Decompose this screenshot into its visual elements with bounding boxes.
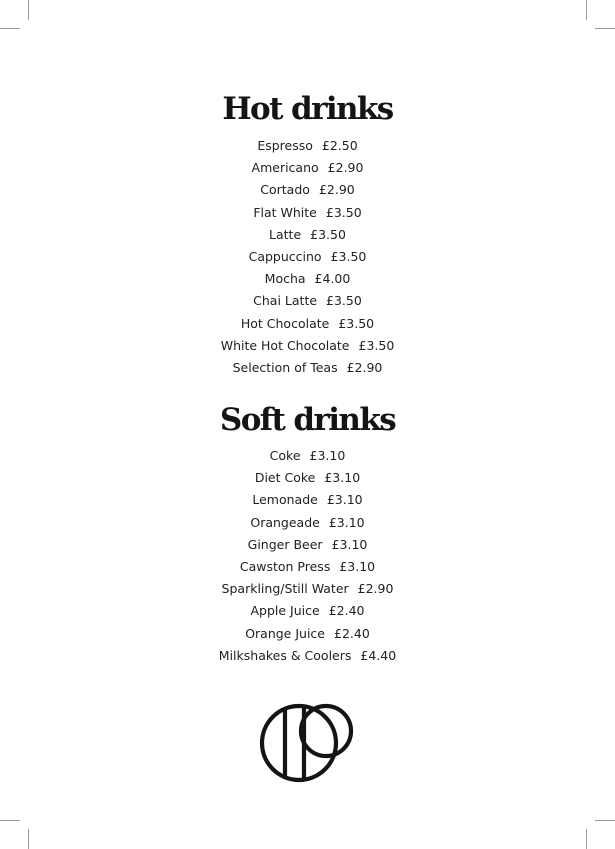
menu-item (0, 313, 615, 335)
menu-item-name: Coke (269, 448, 301, 463)
crop-mark-top-left-vertical (28, 0, 29, 20)
menu-item-price: £2.90 (318, 182, 355, 198)
menu-item (0, 268, 615, 290)
crop-mark-bottom-right-vertical (586, 829, 587, 849)
menu-item-price: £3.10 (326, 492, 363, 508)
menu-item-price: £2.90 (327, 160, 364, 176)
menu-item-price: £3.10 (339, 558, 376, 574)
menu-item (0, 157, 615, 179)
menu-item (0, 645, 615, 667)
menu-item-price: £2.90 (346, 359, 383, 375)
menu-item (0, 623, 615, 645)
menu-item-name: Latte (269, 226, 302, 242)
menu-item-name: White Hot Chocolate (220, 337, 350, 353)
menu-item-name: Apple Juice (250, 603, 320, 619)
menu-item-name: Flat White (253, 204, 317, 220)
menu-item (0, 489, 615, 511)
crop-mark-bottom-left-vertical (28, 829, 29, 849)
menu-item-name: Hot Chocolate (240, 315, 330, 331)
crop-mark-top-right-horizontal (595, 28, 615, 29)
soft-drinks-list (0, 445, 615, 667)
menu-item (0, 290, 615, 312)
menu-item-price: £2.40 (334, 625, 370, 641)
menu-item-price: £3.10 (328, 514, 365, 530)
menu-item (0, 445, 615, 467)
menu-item-name: Espresso (257, 138, 313, 153)
menu-item-name: Cortado (260, 182, 310, 198)
menu-item-price: £3.50 (325, 204, 362, 220)
brand-logo-icon (259, 701, 355, 785)
menu-item (0, 246, 615, 268)
soft-drinks-section (0, 401, 615, 667)
crop-mark-bottom-right-horizontal (595, 820, 615, 821)
menu-item-name: Sparkling/Still Water (221, 581, 349, 597)
menu-item-price: £4.00 (314, 271, 351, 287)
menu-item-price: £3.10 (309, 448, 346, 463)
menu-item-name: Orangeade (250, 514, 320, 530)
menu-item-name: Ginger Beer (247, 536, 323, 552)
menu-item-price: £2.90 (357, 581, 394, 597)
soft-drinks-title: Soft drinks (219, 402, 396, 438)
hot-drinks-title: Hot drinks (222, 91, 393, 127)
menu-item (0, 467, 615, 489)
menu-item-price: £2.40 (328, 603, 365, 619)
menu-item-price: £3.50 (310, 226, 346, 242)
menu-item-price: £3.50 (358, 337, 395, 353)
menu-item-price: £4.40 (360, 647, 397, 663)
menu-item (0, 556, 615, 578)
menu-item-name: Cappuccino (248, 248, 322, 264)
menu-item-name: Diet Coke (254, 470, 316, 486)
hot-drinks-list (0, 135, 615, 379)
menu-item-name: Milkshakes & Coolers (218, 647, 352, 663)
menu-item-name: Americano (251, 160, 319, 176)
menu-item-name: Cawston Press (239, 558, 331, 574)
menu-item (0, 179, 615, 201)
menu-item-name: Lemonade (252, 492, 318, 508)
menu-item-price: £3.50 (326, 293, 362, 309)
crop-mark-top-right-vertical (586, 0, 587, 20)
menu-item-name: Selection of Teas (232, 359, 338, 375)
menu-item (0, 202, 615, 224)
menu-item-price: £2.50 (321, 138, 358, 153)
menu-item-price: £3.50 (330, 248, 367, 264)
menu-item (0, 512, 615, 534)
menu-item (0, 224, 615, 246)
menu-item (0, 600, 615, 622)
menu-item-name: Orange Juice (245, 625, 325, 641)
menu-item (0, 534, 615, 556)
menu-item-price: £3.10 (331, 536, 368, 552)
hot-drinks-section (0, 90, 615, 379)
crop-mark-bottom-left-horizontal (0, 820, 20, 821)
menu-item-name: Chai Latte (253, 293, 318, 309)
menu-item-price: £3.50 (338, 315, 375, 331)
menu-item (0, 135, 615, 157)
menu-item (0, 335, 615, 357)
menu-item (0, 578, 615, 600)
crop-mark-top-left-horizontal (0, 28, 20, 29)
menu-item-price: £3.10 (324, 470, 361, 486)
menu-item-name: Mocha (264, 271, 306, 287)
menu-item (0, 357, 615, 379)
